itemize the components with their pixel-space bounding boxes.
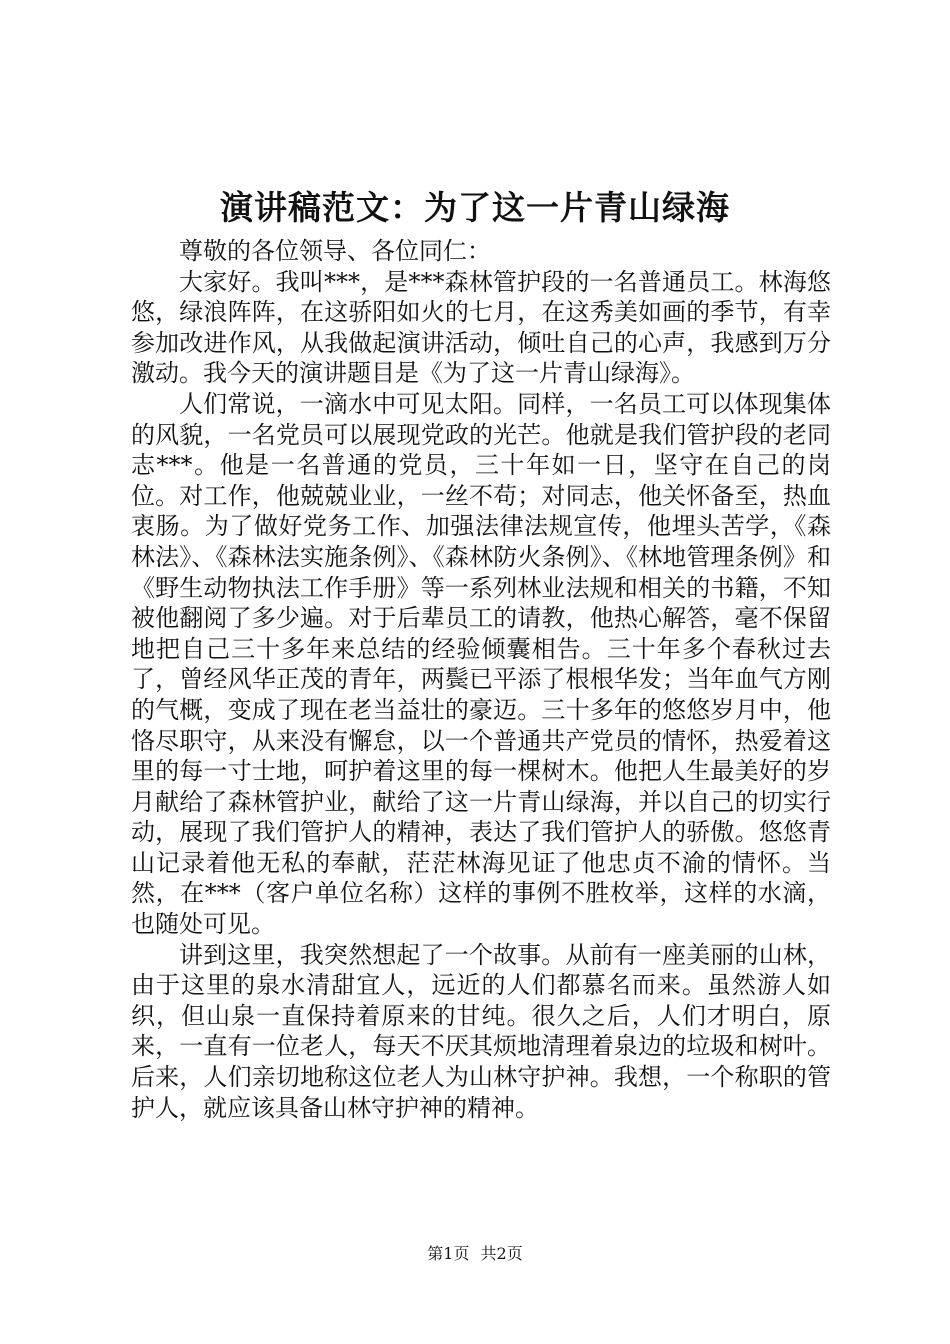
salutation-paragraph: 尊敬的各位领导、各位同仁： (179, 237, 491, 265)
page-total: 共2页 (480, 1244, 523, 1263)
body-paragraph: 人们常说，一滴水中可见太阳。同样，一名员工可以体现集体的风貌，一名党员可以展现党政的光芒。他就是我们管护段的老同志***。他是一名普通的党员，三十年如一日，坚守在自己的岗位。对工作，他兢兢业业，一丝不苟；对同志，他关怀备至，热血衷肠。为了做好党务工作、加强法律法规宣传，他埋头苦学，《森林法》、《森林法实施条例》、《森林防火条例》、《林地管理条例》和《野生动物执法工作手册》等一系列林业法规和相关的书籍，不知被他翻阅了多少遍。对于后辈员工的请教，他热心解答，毫不保留地把自己三十多年来总结的经验倾囊相告。三十年多个春秋过去了，曾经风华正茂的青年，两鬓已平添了根根华发；当年血气方刚的气概，变成了现在老当益壮的豪迈。三十多年的悠悠岁月中，他恪尽职守，从来没有懈怠，以一个普通共产党员的情怀，热爱着这里的每一寸士地，呵护着这里的每一棵树木。他把人生最美好的岁月献给了森林管护业，献给了这一片青山绿海，并以自己的切实行动，展现了我们管护人的精神，表达了我们管护人的骄傲。悠悠青山记录着他无私的奉献，茫茫林海见证了他忠贞不渝的情怀。当然，在***（客户单位名称）这样的事例不胜枚举，这样的水滴，也随处可见。 (131, 389, 831, 939)
page-number: 第1页 (427, 1244, 470, 1263)
body-paragraph: 大家好。我叫***，是***森林管护段的一名普通员工。林海悠悠，绿浪阵阵，在这骄阳如火的七月，在这秀美如画的季节，有幸参加改进作风，从我做起演讲活动，倾吐自己的心声，我感到万分激动。我今天的演讲题目是《为了这一片青山绿海》。 (131, 267, 831, 388)
document-body (131, 236, 831, 1123)
page-footer (0, 1244, 950, 1264)
document-title: 演讲稿范文：为了这一片青山绿海 (220, 188, 730, 227)
body-paragraph: 讲到这里，我突然想起了一个故事。从前有一座美丽的山林，由于这里的泉水清甜宜人，远近的人们都慕名而来。虽然游人如织，但山泉一直保持着原来的甘纯。很久之后，人们才明白，原来，一直有一位老人，每天不厌其烦地清理着泉边的垃圾和树叶。后来，人们亲切地称这位老人为山林守护神。我想，一个称职的管护人，就应该具备山林守护神的精神。 (131, 940, 831, 1122)
